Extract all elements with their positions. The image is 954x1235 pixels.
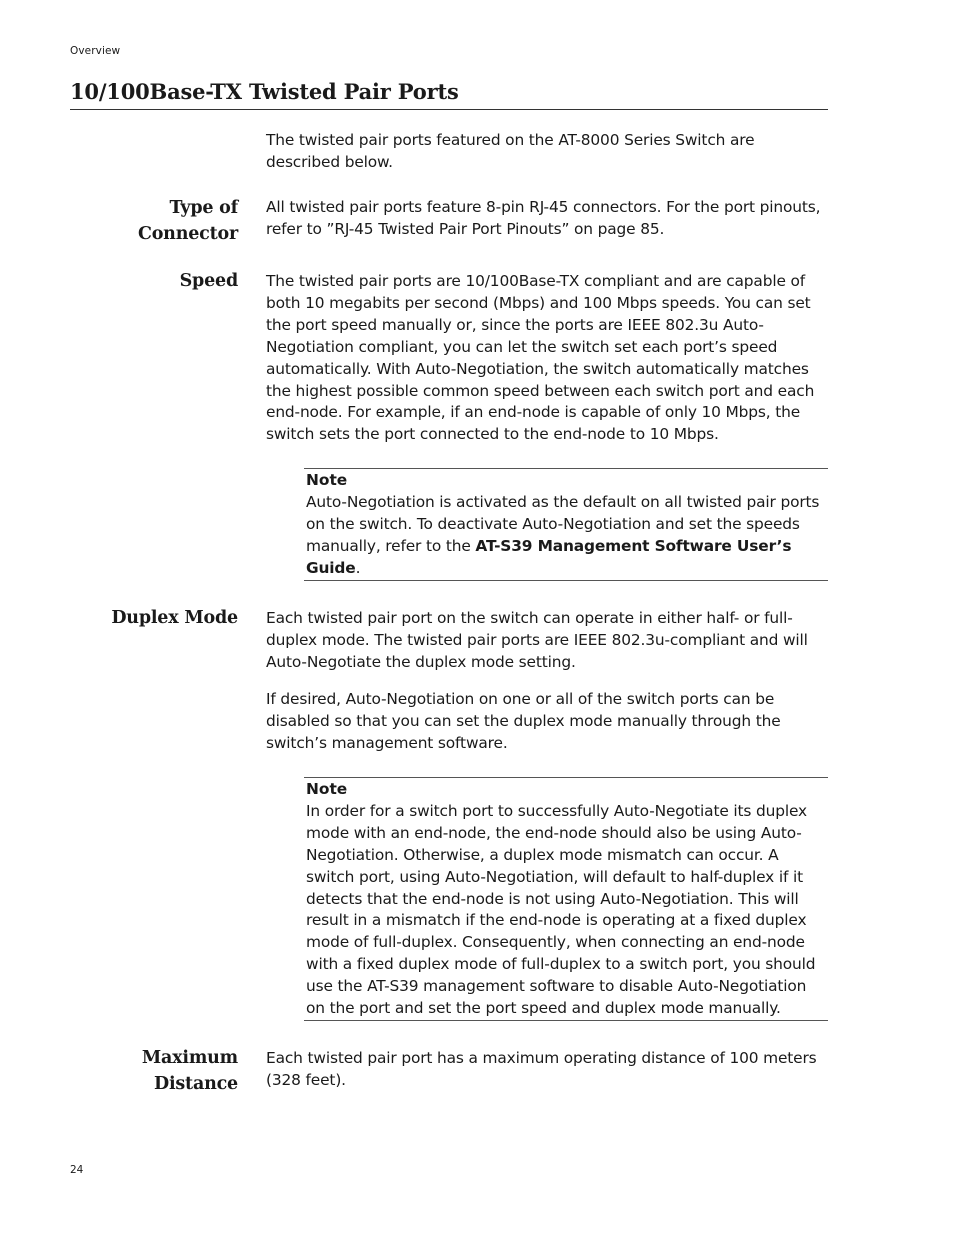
distance-heading (70, 1045, 238, 1097)
duplex-note-label: Note (306, 780, 348, 798)
duplex-note (304, 777, 828, 1021)
speed-heading: Speed (179, 271, 238, 291)
intro-paragraph: The twisted pair ports featured on the AT-8000 Series Switch are described below. (266, 131, 755, 171)
connector-heading (70, 195, 238, 247)
section-title: 10/100Base-TX Twisted Pair Ports (70, 78, 828, 110)
page-number: 24 (70, 1164, 84, 1176)
duplex-paragraph-1: Each twisted pair port on the switch can operate in either half- or full-duplex mode. The twisted pair ports are IEEE 802.3u-compliant and will Auto-Negotiate the duplex mode setting. (266, 609, 808, 671)
connector-heading-line1: Type of (169, 198, 238, 218)
guide-reference: AT-S39 Management Software User’s Guide (306, 536, 792, 577)
speed-note (304, 468, 828, 581)
speed-note-text-after: . (355, 558, 361, 577)
speed-note-label: Note (306, 471, 348, 489)
connector-heading-line2: Connector (137, 224, 238, 244)
duplex-heading: Duplex Mode (111, 608, 238, 628)
duplex-note-text: In order for a switch port to successfully Auto-Negotiate its duplex mode with an end-node, the end-node should also be using Auto-Negotiation. Otherwise, a duplex mode mismatch can occur. A switch port, using Auto-Negotiation, will default to half-duplex if it detects that the end-node is not using Auto-Negotiation. This will result in a mismatch if the end-node is operating at a fixed duplex mode of full-duplex. Consequently, when connecting an end-node with a fixed duplex mode of full-duplex to a switch port, you should use the AT-S39 management software to disable Auto-Negotiation on the port and set the port speed and duplex mode manually. (306, 801, 816, 1018)
speed-note-text (306, 492, 828, 580)
distance-paragraph: Each twisted pair port has a maximum operating distance of 100 meters (328 feet). (266, 1049, 817, 1089)
speed-note-text-before: Auto-Negotiation is activated as the default on all twisted pair ports on the switch. To deactivate Auto-Negotiation and set the speeds manually, refer to the (306, 492, 820, 555)
distance-heading-line2: Distance (153, 1074, 238, 1094)
speed-paragraph: The twisted pair ports are 10/100Base-TX compliant and are capable of both 10 megabits per second (Mbps) and 100 Mbps speeds. You can set the port speed manually or, since the ports are IEEE 802.3u Auto-Negotiation compliant, you can let the switch set each port’s speed automatically. With Auto-Negotiation, the switch automatically matches the highest possible common speed between each switch port and each end-node. For example, if an end-node is capable of only 10 Mbps, the switch sets the port connected to the end-node to 10 Mbps. (266, 272, 815, 444)
connector-paragraph: All twisted pair ports feature 8-pin RJ-45 connectors. For the port pinouts, refer to ”RJ-45 Twisted Pair Port Pinouts” on page 85. (266, 198, 821, 238)
duplex-paragraph-2: If desired, Auto-Negotiation on one or all of the switch ports can be disabled so that you can set the duplex mode manually through the switch’s management software. (266, 690, 781, 752)
distance-heading-line1: Maximum (141, 1048, 238, 1068)
running-header: Overview (70, 45, 121, 57)
